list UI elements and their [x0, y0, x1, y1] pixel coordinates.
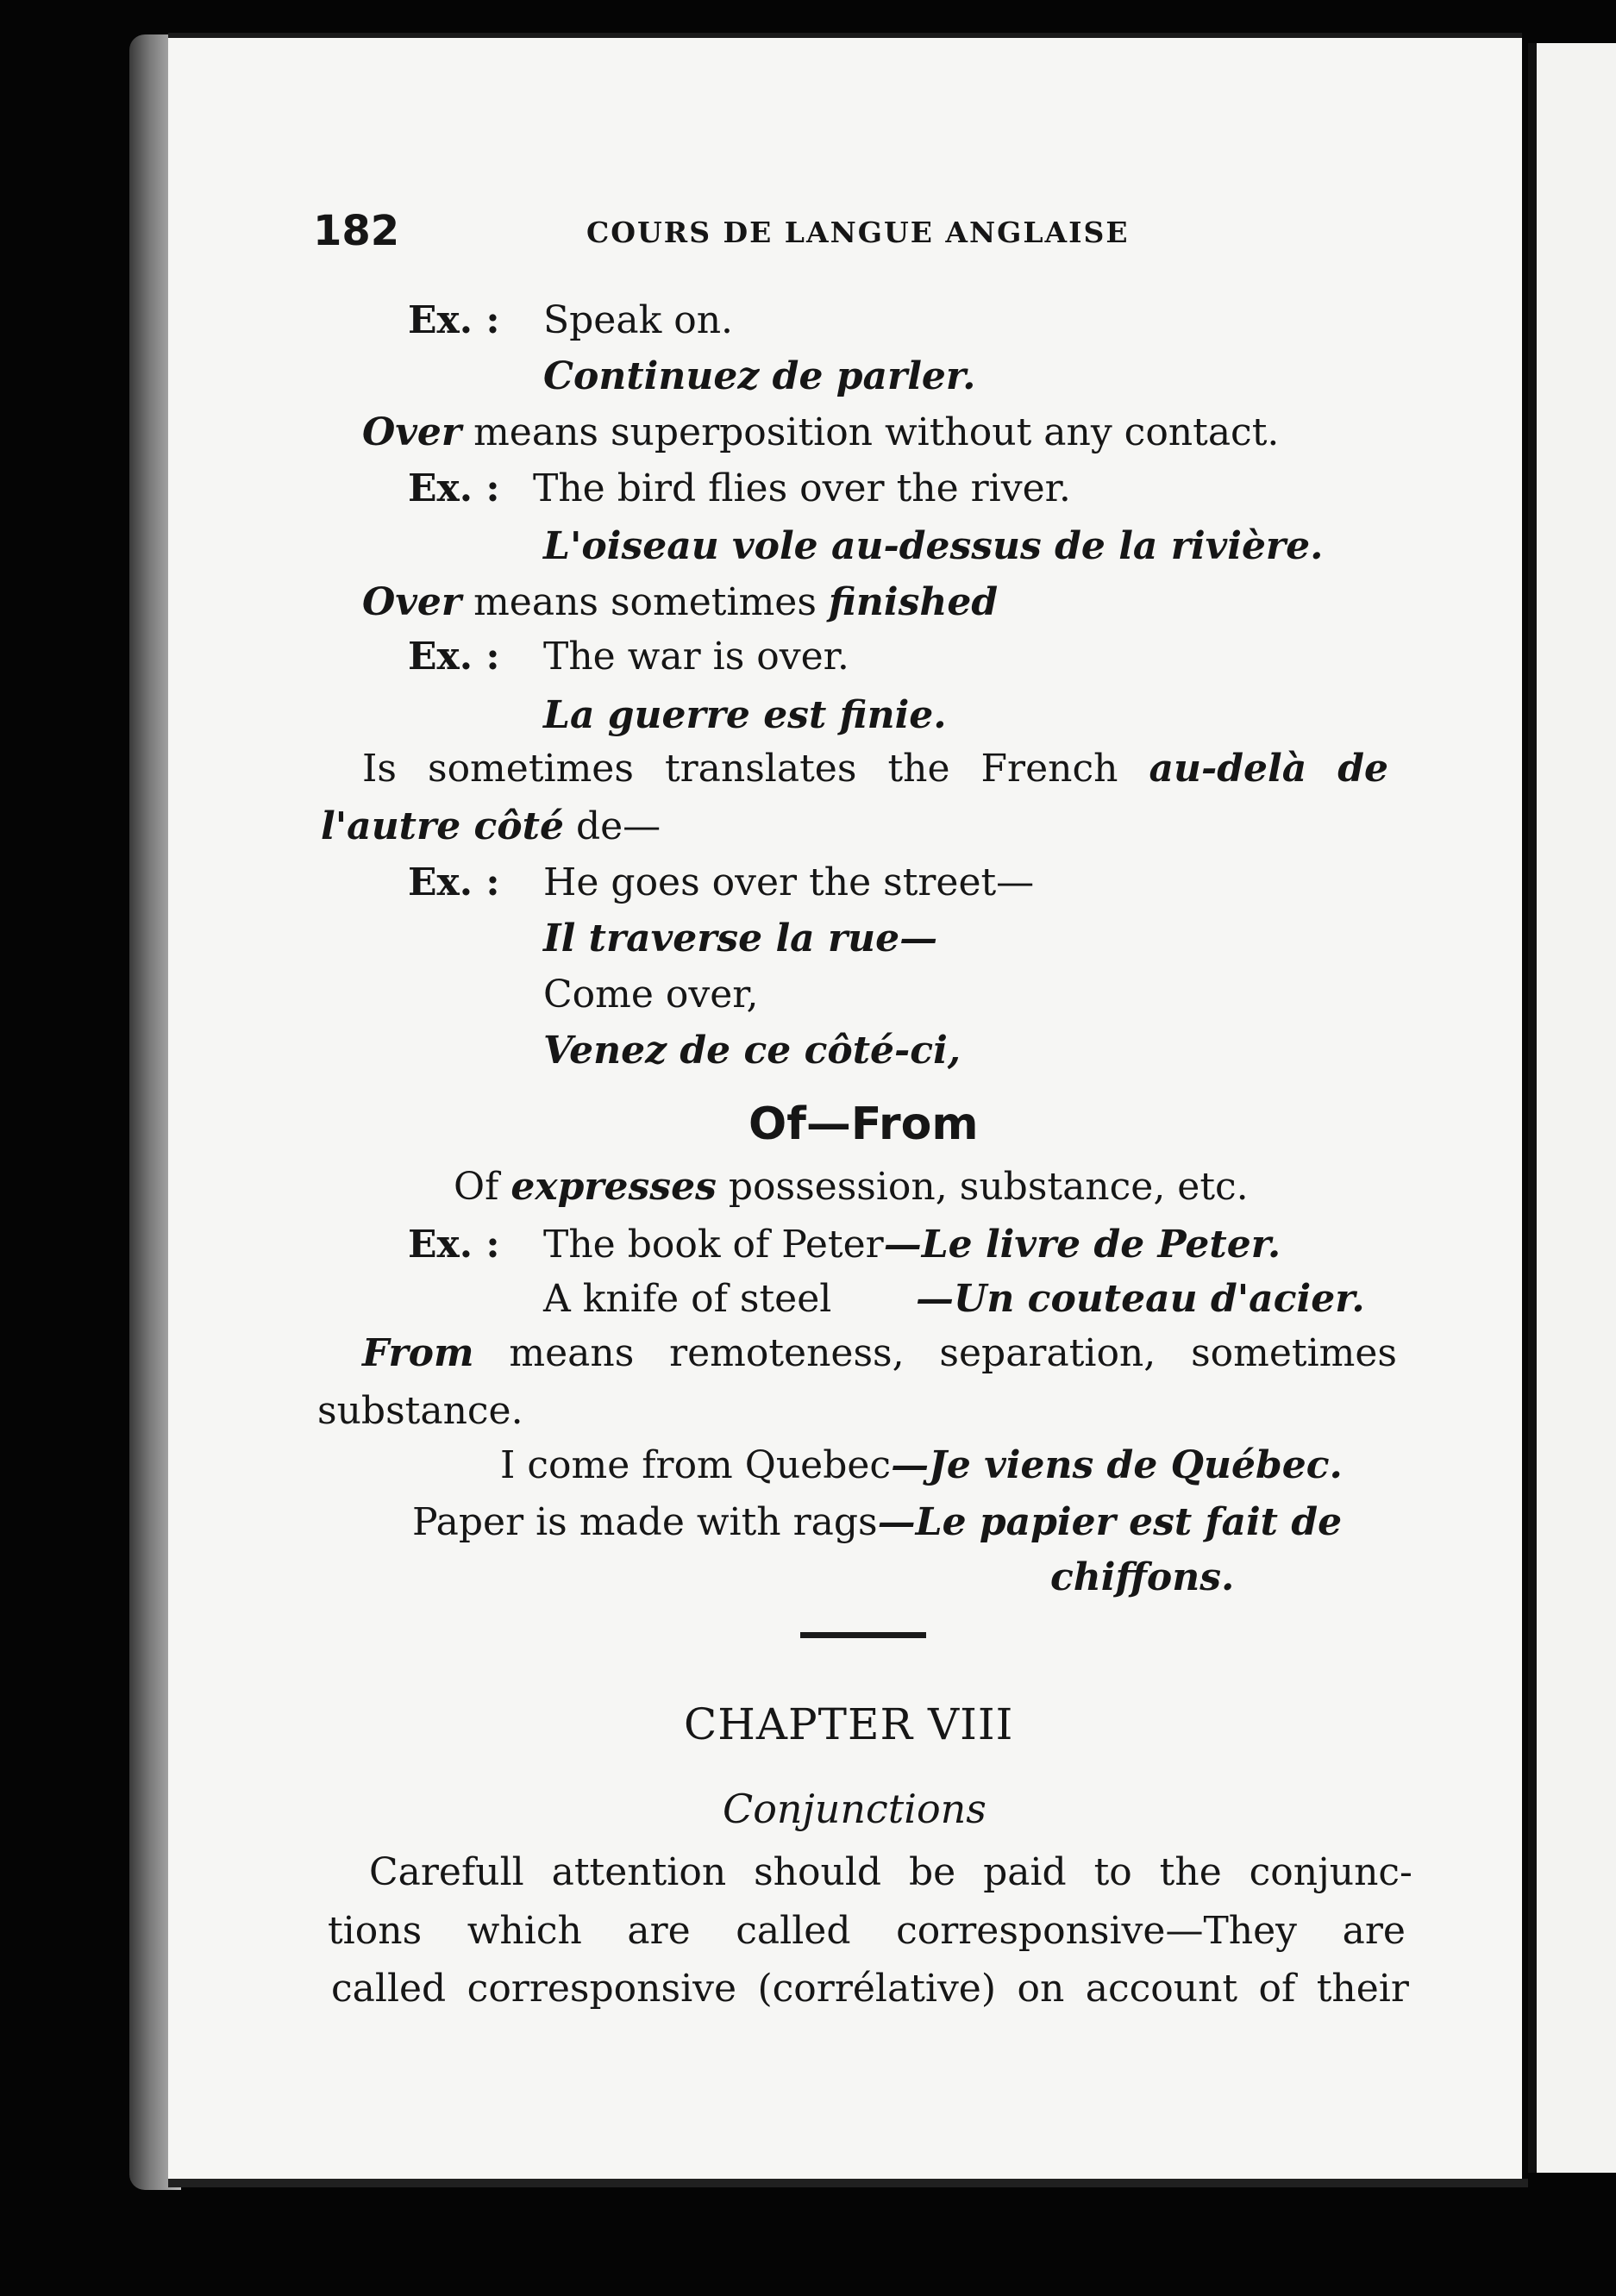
example-english: Paper is made with rags	[412, 1500, 878, 1544]
example-english: A knife of steel	[543, 1277, 832, 1321]
text-line	[412, 1500, 1343, 1544]
word: Is	[362, 747, 397, 791]
example-english: I come from Quebec	[500, 1443, 892, 1487]
word: au-delà	[1149, 747, 1307, 791]
word: sometimes	[1191, 1331, 1397, 1375]
example-label: Ex. :	[408, 1223, 500, 1267]
keyword: Over	[362, 580, 462, 624]
word: de	[1337, 747, 1388, 791]
word: account	[1085, 1967, 1238, 2011]
word: called	[331, 1967, 447, 2011]
word: separation,	[939, 1331, 1156, 1375]
italic-phrase: l'autre côté	[321, 804, 564, 848]
word: remoteness,	[669, 1331, 905, 1375]
text-line	[321, 804, 661, 848]
word: should	[754, 1850, 882, 1894]
example-label: Ex. :	[408, 466, 500, 510]
word: paid	[983, 1850, 1067, 1894]
word: of	[1258, 1967, 1296, 2011]
word: called	[736, 1909, 851, 1953]
page-bottom-edge	[168, 2179, 1528, 2187]
word: corresponsive—They	[896, 1909, 1298, 1953]
text-line	[362, 1331, 1397, 1375]
chapter-heading: CHAPTER VIII	[684, 1699, 1014, 1749]
example-french: —Le papier est fait de	[877, 1500, 1343, 1544]
text-line	[362, 410, 1280, 454]
word: which	[467, 1909, 582, 1953]
example-french: Venez de ce côté-ci,	[543, 1029, 961, 1073]
example-english: Come over,	[543, 973, 759, 1017]
example-french: —Un couteau d'acier.	[916, 1277, 1365, 1321]
chapter-subheading: Conjunctions	[723, 1786, 987, 1832]
example-french: La guerre est finie.	[543, 693, 947, 737]
example-label: Ex. :	[408, 635, 500, 679]
running-title: COURS DE LANGUE ANGLAISE	[586, 216, 1130, 249]
word: the	[1159, 1850, 1222, 1894]
word: corresponsive	[467, 1967, 737, 2011]
example-french: Continuez de parler.	[543, 354, 976, 398]
line-text: means superposition without any contact.	[473, 410, 1280, 454]
example-label: Ex. :	[408, 860, 500, 904]
word: attention	[551, 1850, 727, 1894]
keyword: Over	[362, 410, 462, 454]
word: their	[1316, 1967, 1409, 2011]
example-french: Il traverse la rue—	[543, 917, 938, 960]
text-line	[362, 747, 1388, 791]
example-french: chiffons.	[1050, 1555, 1235, 1599]
word: are	[627, 1909, 691, 1953]
word: to	[1093, 1850, 1132, 1894]
example-french: —Le livre de Peter.	[883, 1223, 1281, 1267]
example-english: He goes over the street—	[543, 860, 1035, 904]
example-english: The book of Peter	[543, 1223, 884, 1267]
text-line	[500, 1443, 1343, 1487]
text-line	[454, 1165, 1249, 1209]
italic-word: expresses	[510, 1165, 717, 1209]
word: means	[509, 1331, 635, 1375]
word: translates	[664, 747, 857, 791]
line-text: means sometimes	[473, 580, 817, 624]
word: the	[887, 747, 950, 791]
word: sometimes	[427, 747, 634, 791]
paragraph-line	[369, 1850, 1412, 1894]
italic-word: finished	[828, 580, 999, 624]
paragraph-line	[328, 1909, 1406, 1953]
section-divider	[800, 1632, 926, 1638]
paragraph-line	[331, 1967, 1409, 2011]
line-text: de—	[575, 804, 661, 848]
example-french: —Je viens de Québec.	[891, 1443, 1343, 1487]
word: conjunc-	[1249, 1850, 1412, 1894]
word: From	[362, 1331, 474, 1375]
example-english: Speak on.	[543, 298, 734, 342]
word: on	[1017, 1967, 1065, 2011]
word: (corrélative)	[757, 1967, 997, 2011]
text-line: substance.	[317, 1389, 523, 1433]
facing-page-edge	[1528, 43, 1616, 2173]
example-french: L'oiseau vole au-dessus de la rivière.	[543, 524, 1324, 568]
example-english: The bird flies over the river.	[533, 466, 1071, 510]
example-english: The war is over.	[543, 635, 849, 679]
word: are	[1342, 1909, 1406, 1953]
section-title: Of—From	[748, 1098, 979, 1150]
line-text: Of	[454, 1165, 499, 1209]
word: be	[908, 1850, 956, 1894]
word: French	[980, 747, 1118, 791]
page-number: 182	[313, 207, 400, 255]
word: tions	[328, 1909, 423, 1953]
word: Carefull	[369, 1850, 524, 1894]
text-line	[543, 1223, 1281, 1267]
line-text: possession, substance, etc.	[728, 1165, 1249, 1209]
example-label: Ex. :	[408, 298, 500, 342]
text-line	[362, 580, 999, 624]
